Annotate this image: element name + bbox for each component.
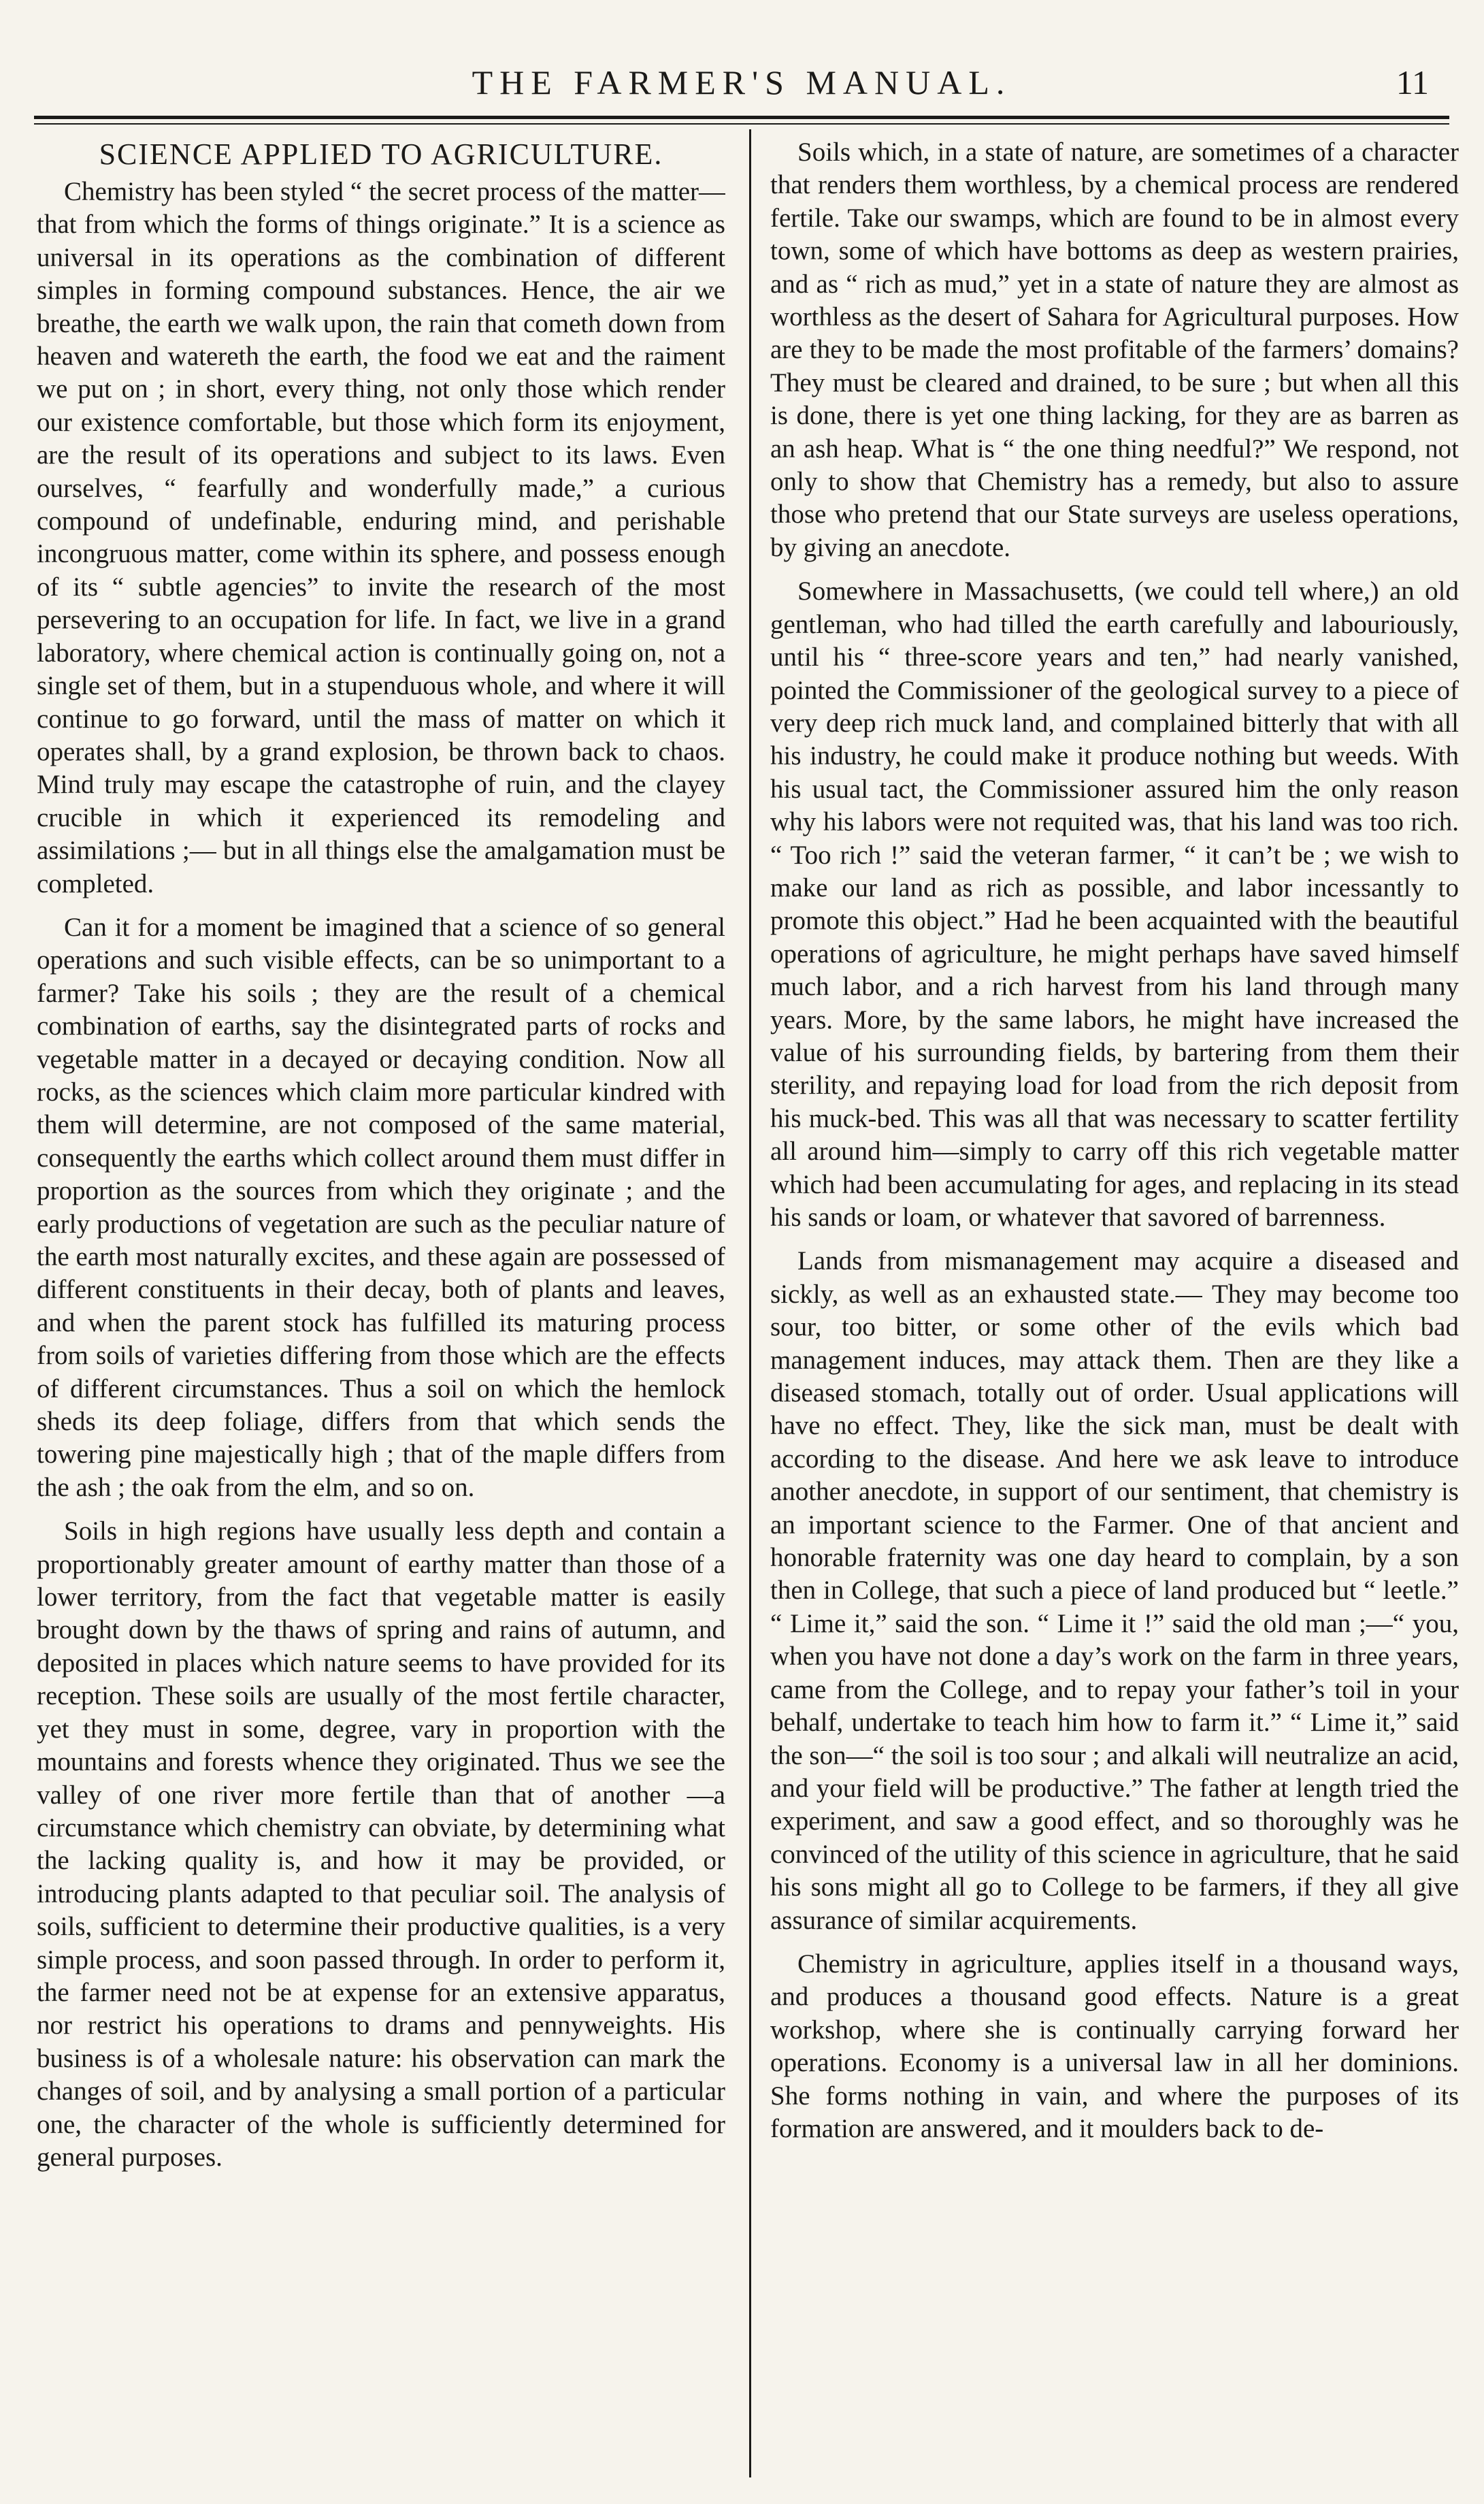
paragraph: Soils in high regions have usually less depth and contain a proportionably greater amount of earthy matter than those of a lower territory, from the fact that vegetable matter is easily brought down by the thaws of spring and rains of autumn, and deposited in places which nature seems to have provided for its reception. These soils are usually of the most fertile character, yet they must in some, degree, vary in proportion with the mountains and forests whence they originated. Thus we see the valley of one river more fertile than that of another —a circumstance which chemistry can obviate, by determining what the lacking quality is, and how it may be provided, or introducing plants adapted to that peculiar soil. The analysis of soils, sufficient to determine their productive qualities, is a very simple process, and soon passed through. In order to perform it, the farmer need not be at expense for an extensive apparatus, nor restrict his operations to drams and pennyweights. His business is of a wholesale nature: his observation can mark the changes of soil, and by analysing a small portion of a particular one, the character of the whole is sufficiently determined for general purposes. [37,1516,725,2172]
page-number: 11 [1396,63,1429,101]
section-heading: SCIENCE APPLIED TO AGRICULTURE. [99,137,663,171]
paragraph: Chemistry has been styled “ the secret process of the matter—that from which the forms of things originate.” It is a science as universal in its operations as the combination of different simples in forming compound substances. Hence, the air we breathe, the earth we walk upon, the rain that cometh down from heaven and watereth the earth, the food we eat and the raiment we put on ; in short, every thing, not only those which render our existence comfortable, but those which form its enjoyment, are the result of its operations and subject to its laws. Even ourselves, “ fearfully and wonderfully made,” a curious compound of undefinable, enduring mind, and perishable incongruous matter, come within its sphere, and possess enough of its “ subtle agencies” to invite the research of the most persevering to an occupation for life. In fact, we live in a grand laboratory, where chemical action is continually going on, not a single set of them, but in a stupenduous whole, and where it will continue to go forward, until the mass of matter on which it operates shall, by a grand explosion, be thrown back to chaos. Mind truly may escape the catastrophe of ruin, and the clayey crucible in which it experienced its remodeling and assimilations ;— but in all things else the amalgamation must be completed. [37,177,725,898]
paragraph: Lands from mismanagement may acquire a diseased and sickly, as well as an exhausted state.— They may become too sour, too bitter, or some other of the evils which bad management induces, may attack them. Then are they like a diseased stomach, totally out of order. Usual applications will have no effect. They, like the sick man, must be dealt with according to the disease. And here we ask leave to introduce another anecdote, in support of our sentiment, that chemistry is an important science to the Farmer. One of that ancient and honorable fraternity was one day heard to complain, by a son then in College, that such a piece of land produced but “ leetle.” “ Lime it,” said the son. “ Lime it !” said the old man ;—“ you, when you have not done a day’s work on the farm in three years, came from the College, and to repay your father’s toil in your behalf, undertake to teach him how to farm it.” “ Lime it,” said the son—“ the soil is too sour ; and alkali will neutralize an acid, and your field will be productive.” The father at length tried the experiment, and saw a good effect, and so thoroughly was he convinced of the utility of this science in agriculture, that he said his sons might all go to College to be farmers, if they all give assurance of similar acquirements. [770,1246,1459,1935]
right-column [770,136,1459,2484]
running-title: THE FARMER'S MANUAL. [472,63,1012,101]
column-divider [749,129,751,2477]
left-column [37,136,725,2484]
book-page [34,0,1459,2504]
page-header [34,60,1449,121]
header-rule-thin [34,123,1449,125]
paragraph: Can it for a moment be imagined that a science of so general operations and such visible effects, can be so unimportant to a farmer? Take his soils ; they are the result of a chemical combination of earths, say the disintegrated parts of rocks and vegetable matter in a decayed or decaying condition. Now all rocks, as the sciences which claim more particular kindred with them will determine, are not composed of the same material, consequently the earths which collect around them must differ in proportion as the sources from which they originate ; and the early productions of vegetation are such as the peculiar nature of the earth most naturally excites, and these again are possessed of different constituents in their decay, both of plants and leaves, and when the parent stock has fulfilled its maturing process from soils of varieties differing from those which are the effects of different circumstances. Thus a soil on which the hemlock sheds its deep foliage, differs from that which sends the towering pine majestically high ; that of the maple differs from the ash ; the oak from the elm, and so on. [37,912,725,1502]
paragraph: Soils which, in a state of nature, are sometimes of a character that renders them worthless, by a chemical process are rendered fertile. Take our swamps, which are found to be in almost every town, some of which have bottoms as deep as western prairies, and as “ rich as mud,” yet in a state of nature they are almost as worthless as the desert of Sahara for Agricultural purposes. How are they to be made the most profitable of the farmers’ domains? They must be cleared and drained, to be sure ; but when all this is done, there is yet one thing lacking, for they are as barren as an ash heap. What is “ the one thing needful?” We respond, not only to show that Chemistry has a remedy, but also to assure those who pretend that our State surveys are useless operations, by giving an anecdote. [770,137,1459,562]
paragraph: Chemistry in agriculture, applies itself in a thousand ways, and produces a thousand good effects. Nature is a great workshop, where she is continually carrying forward her operations. Economy is a universal law in all her dominions. She forms nothing in vain, and where the purposes of its formation are answered, and it moulders back to de- [770,1949,1459,2143]
header-rule-thick [34,116,1449,119]
paragraph: Somewhere in Massachusetts, (we could tell where,) an old gentleman, who had tilled the earth carefully and labouriously, until his “ three-score years and ten,” had nearly vanished, pointed the Commissioner of the geological survey to a piece of very deep rich muck land, and complained bitterly that with all his industry, he could make it produce nothing but weeds. With his usual tact, the Commissioner assured him the only reason why his labors were not requited was, that his land was too rich. “ Too rich !” said the veteran farmer, “ it can’t be ; we wish to make our land as rich as possible, and labor incessantly to promote this object.” Had he been acquainted with the beautiful operations of agriculture, he might perhaps have saved himself much labor, and a rich harvest from his land through many years. More, by the same labors, he might have increased the value of his surrounding fields, by bartering from them their sterility, and repaying load for load from the rich deposit from his muck-bed. This was all that was necessary to scatter fertility all around him—simply to carry off this rich vegetable matter which had been accumulating for ages, and replacing in its stead his sands or loam, or whatever that savored of barrenness. [770,576,1459,1232]
